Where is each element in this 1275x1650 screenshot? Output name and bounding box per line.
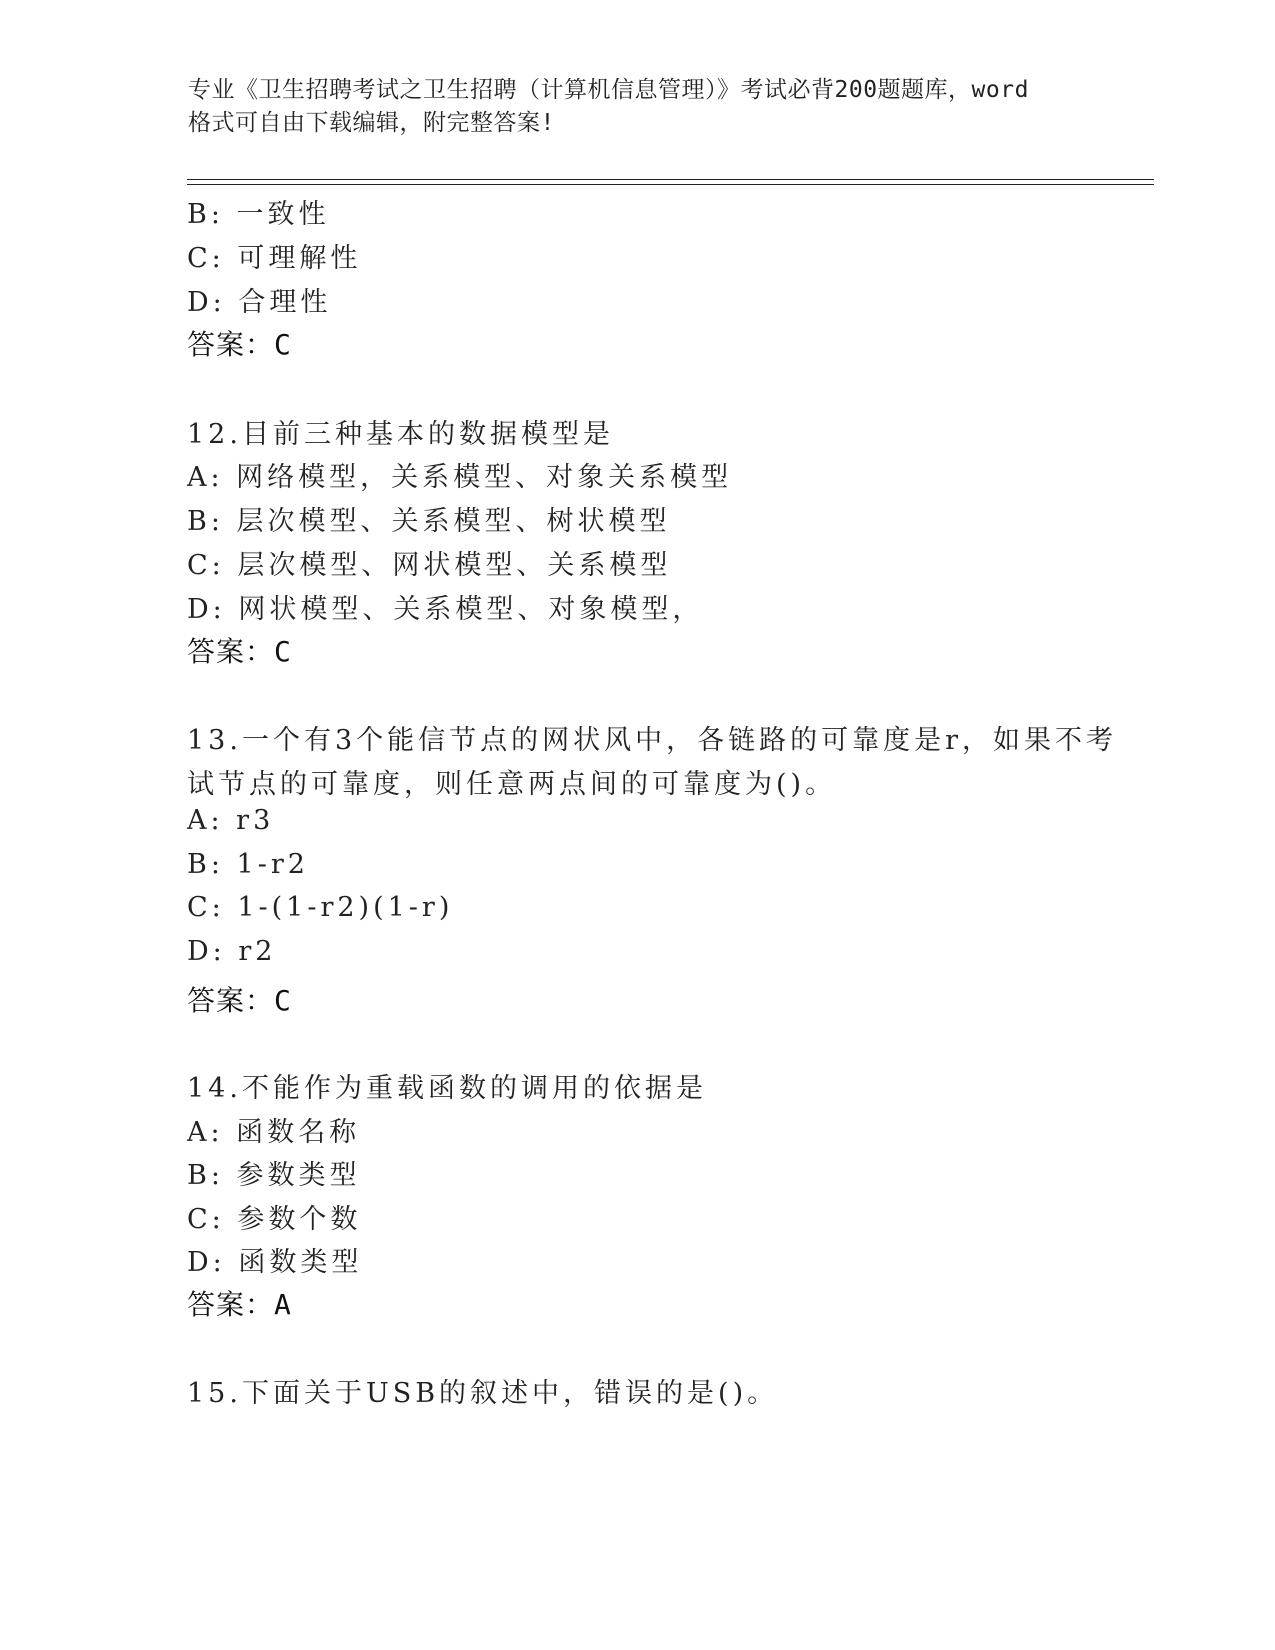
q14-option-b: B: 参数类型 [187, 1160, 361, 1191]
q12-option-a: A: 网络模型，关系模型、对象关系模型 [187, 462, 733, 493]
q13-option-c: C: 1-(1-r2)(1-r) [187, 892, 454, 923]
q13-question-line-2: 试节点的可靠度，则任意两点间的可靠度为()。 [187, 769, 837, 800]
q14-option-a: A: 函数名称 [187, 1117, 361, 1148]
q11-option-c: C: 可理解性 [187, 243, 362, 274]
q15-question: 15.下面关于USB的叙述中，错误的是()。 [187, 1378, 779, 1409]
q12-answer: 答案：C [187, 635, 292, 668]
q12-option-d: D: 网状模型、关系模型、对象模型， [187, 594, 704, 625]
q14-question: 14.不能作为重载函数的调用的依据是 [187, 1073, 707, 1104]
q11-option-b: B: 一致性 [187, 199, 330, 230]
header-title-line-1: 专业《卫生招聘考试之卫生招聘（计算机信息管理）》考试必背200题题库，word [188, 77, 1029, 103]
q13-option-a: A: r3 [187, 805, 275, 836]
header-title-line-2: 格式可自由下载编辑，附完整答案! [188, 110, 555, 136]
q13-option-b: B: 1-r2 [187, 849, 309, 880]
q12-option-b: B: 层次模型、关系模型、树状模型 [187, 506, 671, 537]
q12-option-c: C: 层次模型、网状模型、关系模型 [187, 550, 672, 581]
q14-answer: 答案：A [187, 1288, 292, 1321]
header-divider-bottom [187, 184, 1154, 185]
q13-answer: 答案：C [187, 984, 292, 1017]
header-divider-top [187, 179, 1154, 180]
q13-question-line-1: 13.一个有3个能信节点的网状风中，各链路的可靠度是r，如果不考 [187, 725, 1118, 756]
q13-option-d: D: r2 [187, 936, 277, 967]
q12-question: 12.目前三种基本的数据模型是 [187, 419, 614, 450]
q14-option-c: C: 参数个数 [187, 1204, 362, 1235]
q11-answer: 答案：C [187, 328, 292, 361]
q11-option-d: D: 合理性 [187, 287, 332, 318]
q14-option-d: D: 函数类型 [187, 1247, 363, 1278]
document-header [188, 74, 1088, 140]
